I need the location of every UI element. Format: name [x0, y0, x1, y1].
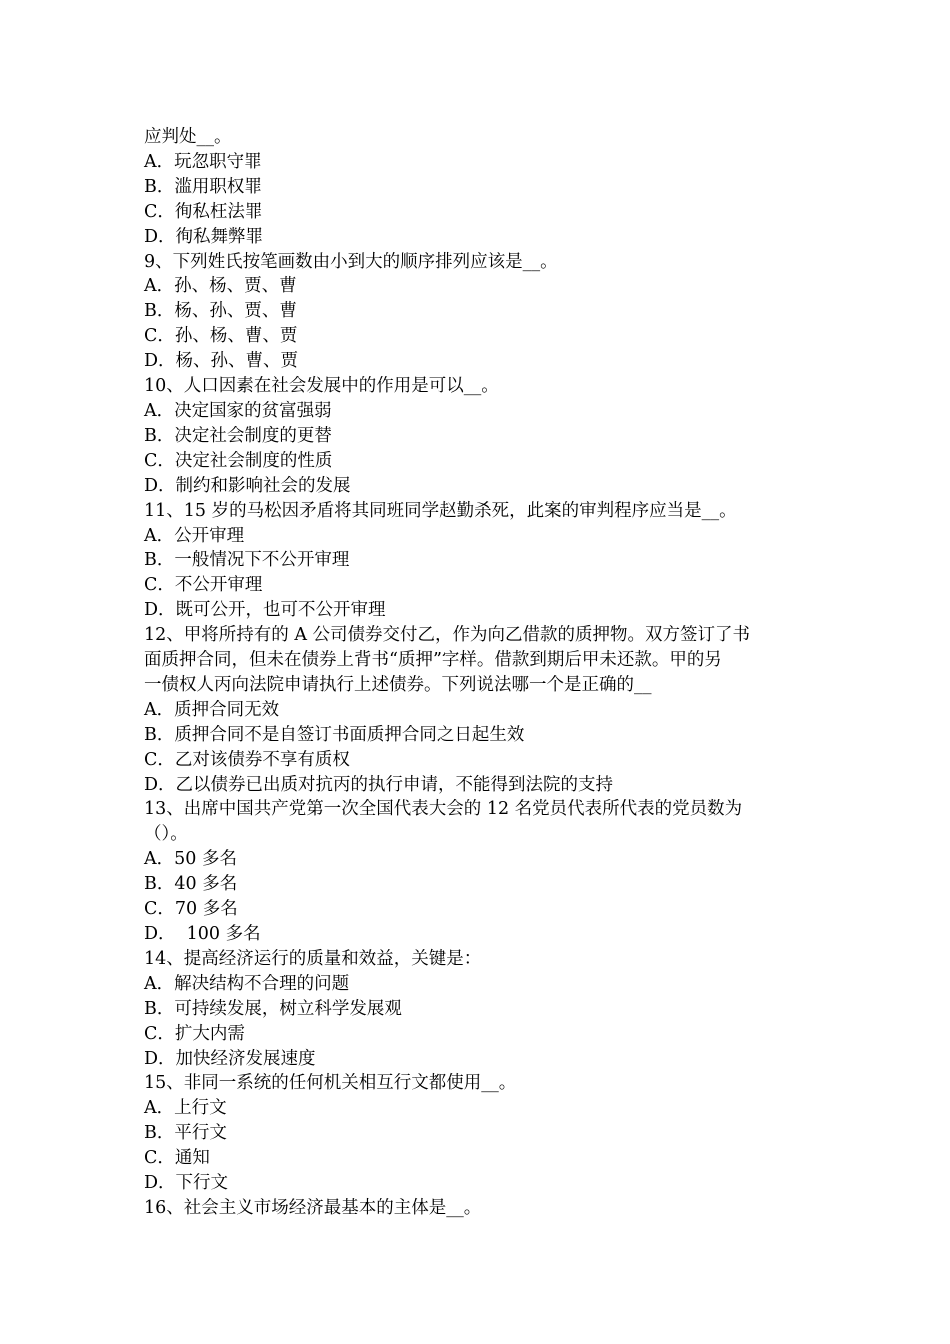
option-b: B．平行文 [144, 1123, 227, 1144]
option-a: A．玩忽职守罪 [144, 151, 262, 172]
option-a: A．决定国家的贫富强弱 [144, 400, 332, 421]
option-d: D． 100 多名 [144, 924, 261, 944]
option-a: A．上行文 [144, 1098, 227, 1119]
option-c: C．徇私枉法罪 [144, 201, 263, 222]
option-b: B．可持续发展，树立科学发展观 [144, 998, 402, 1019]
option-b: B．40 多名 [144, 874, 238, 895]
option-c: C．决定社会制度的性质 [144, 450, 333, 471]
option-a: A．解决结构不合理的问题 [144, 973, 350, 994]
question-12-line-2: 面质押合同，但未在债券上背书“质押”字样。借款到期后甲未还款。甲的另 [144, 650, 722, 671]
option-b: B．滥用职权罪 [144, 176, 262, 197]
document-body [144, 125, 809, 1221]
option-a: A．孙、杨、贾、曹 [144, 276, 297, 297]
option-a: A．质押合同无效 [144, 699, 280, 720]
option-c: C．扩大内需 [144, 1023, 245, 1044]
question-13-line-1: 13、出席中国共产党第一次全国代表大会的 12 名党员代表所代表的党员数为 [144, 799, 743, 820]
question-9: 9、下列姓氏按笔画数由小到大的顺序排列应该是__。 [144, 251, 558, 272]
option-c: C．乙对该债券不享有质权 [144, 749, 350, 770]
option-d: D．制约和影响社会的发展 [144, 475, 351, 496]
question-10: 10、人口因素在社会发展中的作用是可以__。 [144, 376, 499, 397]
option-d: D．下行文 [144, 1173, 229, 1194]
question-13-line-2: （）。 [144, 824, 188, 845]
question-16: 16、社会主义市场经济最基本的主体是__。 [144, 1197, 482, 1218]
question-14: 14、提高经济运行的质量和效益，关键是： [144, 948, 482, 969]
option-d: D．乙以债券已出质对抗丙的执行申请，不能得到法院的支持 [144, 774, 614, 795]
question-15: 15、非同一系统的任何机关相互行文都使用__。 [144, 1073, 517, 1094]
option-d: D．徇私舞弊罪 [144, 226, 264, 247]
option-a: A．50 多名 [144, 849, 237, 870]
option-b: B．决定社会制度的更替 [144, 425, 332, 446]
question-continuation: 应判处__。 [144, 127, 232, 147]
question-12-line-3: 一债权人丙向法院申请执行上述债券。下列说法哪一个是正确的__ [144, 674, 652, 695]
question-11: 11、15 岁的马松因矛盾将其同班同学赵勤杀死，此案的审判程序应当是__。 [144, 500, 737, 521]
option-d: D．杨、孙、曹、贾 [144, 351, 299, 372]
option-c: C．孙、杨、曹、贾 [144, 326, 298, 347]
question-12-line-1: 12、甲将所持有的 A 公司债券交付乙，作为向乙借款的质押物。双方签订了书 [144, 625, 751, 646]
option-a: A．公开审理 [144, 525, 245, 546]
option-b: B．一般情况下不公开审理 [144, 550, 350, 571]
option-c: C．不公开审理 [144, 575, 263, 596]
option-b: B．质押合同不是自签订书面质押合同之日起生效 [144, 724, 525, 745]
option-c: C．70 多名 [144, 899, 238, 920]
option-d: D．既可公开，也可不公开审理 [144, 600, 386, 621]
option-d: D．加快经济发展速度 [144, 1048, 316, 1069]
option-c: C．通知 [144, 1148, 210, 1169]
option-b: B．杨、孙、贾、曹 [144, 301, 297, 322]
